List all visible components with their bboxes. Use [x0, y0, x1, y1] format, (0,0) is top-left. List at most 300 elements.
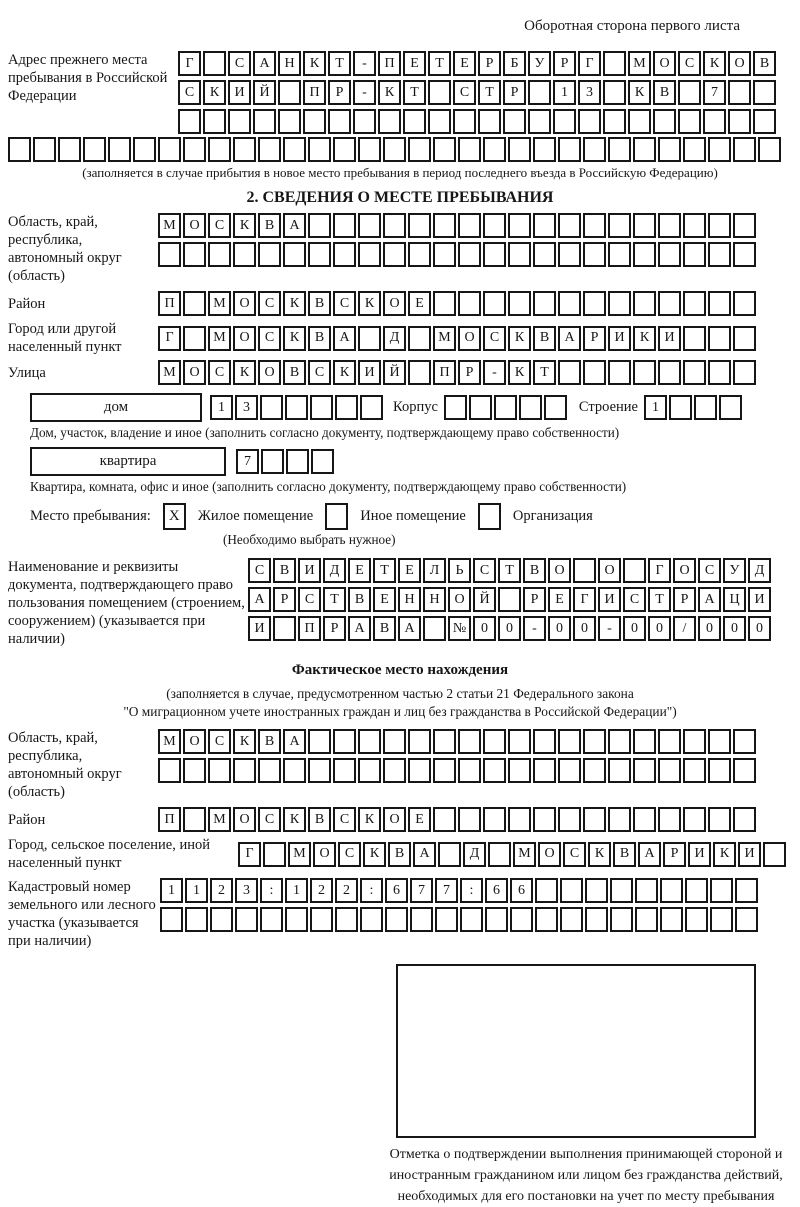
char-cell: [603, 51, 626, 76]
char-cell: [608, 729, 631, 754]
actual-district-label: Район: [8, 811, 46, 828]
char-cell: С: [333, 807, 356, 832]
char-cell: П: [303, 80, 326, 105]
char-cell: [358, 213, 381, 238]
char-cell: С: [563, 842, 586, 867]
char-cell: С: [678, 51, 701, 76]
char-cell: [528, 80, 551, 105]
char-cell: [753, 109, 776, 134]
char-cell: Г: [648, 558, 671, 583]
document-line-3: [248, 616, 771, 641]
char-cell: [433, 729, 456, 754]
checkbox-other-premises[interactable]: [325, 503, 348, 530]
char-cell: 0: [498, 616, 521, 641]
char-cell: [608, 291, 631, 316]
char-cell: [453, 109, 476, 134]
char-cell: А: [283, 213, 306, 238]
char-cell: А: [253, 51, 276, 76]
char-cell: 7: [236, 449, 259, 474]
char-cell: К: [628, 80, 651, 105]
char-cell: 1: [160, 878, 183, 903]
char-cell: [208, 242, 231, 267]
char-cell: [383, 758, 406, 783]
char-cell: В: [308, 326, 331, 351]
char-cell: [633, 137, 656, 162]
char-cell: К: [713, 842, 736, 867]
char-cell: К: [233, 360, 256, 385]
char-cell: О: [383, 807, 406, 832]
char-cell: [483, 758, 506, 783]
char-cell: 2: [310, 878, 333, 903]
actual-city-line: [238, 842, 786, 867]
char-cell: И: [358, 360, 381, 385]
char-cell: 1: [210, 395, 233, 420]
char-cell: К: [378, 80, 401, 105]
char-cell: И: [608, 326, 631, 351]
char-cell: [733, 807, 756, 832]
actual-region-label: Область, край, республика, автономный округ (область): [8, 730, 122, 800]
char-cell: [733, 326, 756, 351]
char-cell: [578, 109, 601, 134]
char-cell: [533, 242, 556, 267]
char-cell: [358, 729, 381, 754]
char-cell: [583, 729, 606, 754]
char-cell: [483, 807, 506, 832]
district-line: [158, 291, 756, 316]
prev-address-line-1: [178, 51, 776, 76]
actual-region-line-1: [158, 729, 756, 754]
char-cell: [358, 758, 381, 783]
char-cell: Т: [328, 51, 351, 76]
prev-address-note: (заполняется в случае прибытия в новое место пребывания в период последнего въезда в Российскую Федерацию): [82, 165, 718, 180]
char-cell: И: [298, 558, 321, 583]
char-cell: [303, 109, 326, 134]
char-cell: [553, 109, 576, 134]
actual-city-row: [8, 836, 792, 872]
house-type-box: дом: [30, 393, 202, 422]
char-cell: [488, 842, 511, 867]
char-cell: [583, 213, 606, 238]
char-cell: Ц: [723, 587, 746, 612]
korpus-cells: [444, 395, 567, 420]
char-cell: [508, 807, 531, 832]
actual-city-label: Город, сельское поселение, иной населенный пункт: [8, 837, 211, 871]
char-cell: [758, 137, 781, 162]
char-cell: [508, 729, 531, 754]
char-cell: Е: [453, 51, 476, 76]
char-cell: [508, 137, 531, 162]
char-cell: [183, 242, 206, 267]
char-cell: М: [158, 213, 181, 238]
char-cell: [533, 807, 556, 832]
char-cell: [733, 758, 756, 783]
char-cell: [558, 360, 581, 385]
confirmation-stamp-box: [396, 964, 756, 1138]
char-cell: [683, 213, 706, 238]
char-cell: Д: [463, 842, 486, 867]
char-cell: [660, 878, 683, 903]
char-cell: [633, 360, 656, 385]
confirmation-stamp-note: Отметка о подтверждении выполнения принимающей стороной и иностранным гражданином или лицом без гражданства действий, необходимых для его постановки на учет по месту пребывания: [389, 1147, 783, 1204]
char-cell: [335, 395, 358, 420]
char-cell: А: [333, 326, 356, 351]
char-cell: [403, 109, 426, 134]
char-cell: Б: [503, 51, 526, 76]
char-cell: [408, 360, 431, 385]
char-cell: [683, 326, 706, 351]
char-cell: К: [283, 807, 306, 832]
char-cell: [533, 213, 556, 238]
char-cell: [8, 137, 31, 162]
char-cell: Д: [323, 558, 346, 583]
char-cell: [333, 729, 356, 754]
char-cell: [308, 729, 331, 754]
char-cell: [261, 449, 284, 474]
char-cell: П: [298, 616, 321, 641]
stroenie-cells: [644, 395, 742, 420]
char-cell: [708, 137, 731, 162]
char-cell: П: [378, 51, 401, 76]
char-cell: П: [158, 807, 181, 832]
char-cell: [708, 291, 731, 316]
char-cell: 6: [510, 878, 533, 903]
char-cell: [658, 729, 681, 754]
prev-address-line-4: [8, 137, 792, 162]
char-cell: [728, 109, 751, 134]
char-cell: [635, 907, 658, 932]
char-cell: [719, 395, 742, 420]
char-cell: Й: [473, 587, 496, 612]
previous-address-block: [8, 51, 792, 181]
house-row: [30, 393, 792, 422]
char-cell: [438, 842, 461, 867]
char-cell: [408, 137, 431, 162]
char-cell: [308, 242, 331, 267]
char-cell: [633, 729, 656, 754]
char-cell: [733, 213, 756, 238]
document-label: Наименование и реквизиты документа, подтверждающего право пользования помещением (строением, сооружением) (указывается при наличии): [8, 559, 245, 647]
char-cell: К: [358, 807, 381, 832]
char-cell: А: [558, 326, 581, 351]
char-cell: [183, 291, 206, 316]
char-cell: [560, 907, 583, 932]
char-cell: К: [508, 360, 531, 385]
char-cell: [623, 558, 646, 583]
char-cell: [558, 291, 581, 316]
char-cell: Р: [673, 587, 696, 612]
char-cell: [678, 109, 701, 134]
char-cell: [533, 729, 556, 754]
char-cell: [433, 291, 456, 316]
char-cell: [358, 326, 381, 351]
char-cell: К: [233, 729, 256, 754]
char-cell: В: [653, 80, 676, 105]
char-cell: [733, 729, 756, 754]
char-cell: [733, 242, 756, 267]
cadastral-label: Кадастровый номер земельного или лесного участка (указывается при наличии): [8, 879, 156, 949]
char-cell: К: [203, 80, 226, 105]
char-cell: [573, 558, 596, 583]
page-side-note: Оборотная сторона первого листа: [524, 18, 740, 34]
char-cell: [633, 291, 656, 316]
char-cell: [158, 758, 181, 783]
char-cell: [428, 80, 451, 105]
prev-address-line-3: [178, 109, 776, 134]
char-cell: [258, 758, 281, 783]
char-cell: [703, 109, 726, 134]
street-label: Улица: [8, 364, 46, 381]
char-cell: [433, 242, 456, 267]
char-cell: Л: [423, 558, 446, 583]
city-line: [158, 326, 756, 351]
char-cell: О: [183, 360, 206, 385]
char-cell: [458, 758, 481, 783]
char-cell: 3: [578, 80, 601, 105]
apartment-type-box: квартира: [30, 447, 226, 476]
char-cell: [428, 109, 451, 134]
char-cell: [558, 729, 581, 754]
char-cell: [708, 758, 731, 783]
char-cell: [603, 80, 626, 105]
char-cell: [360, 907, 383, 932]
char-cell: Й: [383, 360, 406, 385]
char-cell: К: [703, 51, 726, 76]
char-cell: [328, 109, 351, 134]
char-cell: [423, 616, 446, 641]
char-cell: [558, 807, 581, 832]
char-cell: [160, 907, 183, 932]
char-cell: [278, 80, 301, 105]
char-cell: 1: [185, 878, 208, 903]
char-cell: О: [183, 213, 206, 238]
char-cell: С: [483, 326, 506, 351]
char-cell: [458, 213, 481, 238]
char-cell: Т: [498, 558, 521, 583]
char-cell: К: [633, 326, 656, 351]
char-cell: С: [298, 587, 321, 612]
char-cell: [228, 109, 251, 134]
char-cell: [533, 291, 556, 316]
char-cell: О: [448, 587, 471, 612]
char-cell: И: [738, 842, 761, 867]
char-cell: О: [598, 558, 621, 583]
char-cell: [358, 242, 381, 267]
char-cell: [669, 395, 692, 420]
char-cell: Т: [323, 587, 346, 612]
char-cell: С: [208, 360, 231, 385]
char-cell: [460, 907, 483, 932]
char-cell: Е: [398, 558, 421, 583]
char-cell: П: [433, 360, 456, 385]
char-cell: [478, 109, 501, 134]
char-cell: С: [453, 80, 476, 105]
char-cell: [608, 807, 631, 832]
char-cell: К: [333, 360, 356, 385]
char-cell: [358, 137, 381, 162]
char-cell: К: [283, 291, 306, 316]
apartment-number-cells: [236, 449, 334, 474]
char-cell: [203, 109, 226, 134]
char-cell: 0: [698, 616, 721, 641]
street-row: [8, 360, 792, 385]
char-cell: [710, 878, 733, 903]
house-number-cells: [210, 395, 383, 420]
char-cell: [383, 242, 406, 267]
char-cell: [408, 242, 431, 267]
char-cell: М: [513, 842, 536, 867]
char-cell: [508, 291, 531, 316]
char-cell: И: [688, 842, 711, 867]
char-cell: [458, 729, 481, 754]
char-cell: [310, 907, 333, 932]
char-cell: [383, 137, 406, 162]
char-cell: О: [233, 807, 256, 832]
char-cell: А: [638, 842, 661, 867]
char-cell: С: [473, 558, 496, 583]
char-cell: [658, 213, 681, 238]
char-cell: С: [178, 80, 201, 105]
char-cell: [283, 137, 306, 162]
char-cell: [483, 213, 506, 238]
char-cell: В: [258, 213, 281, 238]
char-cell: М: [628, 51, 651, 76]
char-cell: 7: [703, 80, 726, 105]
char-cell: [583, 291, 606, 316]
char-cell: В: [308, 807, 331, 832]
char-cell: [433, 758, 456, 783]
char-cell: К: [363, 842, 386, 867]
char-cell: С: [338, 842, 361, 867]
char-cell: М: [433, 326, 456, 351]
actual-location-subtitle-1: (заполняется в случае, предусмотренном частью 2 статьи 21 Федерального закона: [166, 686, 634, 701]
char-cell: [383, 213, 406, 238]
char-cell: [683, 729, 706, 754]
char-cell: Н: [278, 51, 301, 76]
char-cell: [733, 291, 756, 316]
char-cell: В: [753, 51, 776, 76]
char-cell: О: [233, 326, 256, 351]
char-cell: Т: [428, 51, 451, 76]
char-cell: [708, 326, 731, 351]
char-cell: [208, 137, 231, 162]
char-cell: Г: [573, 587, 596, 612]
char-cell: [263, 842, 286, 867]
char-cell: [408, 729, 431, 754]
char-cell: [285, 395, 308, 420]
char-cell: О: [313, 842, 336, 867]
char-cell: Р: [583, 326, 606, 351]
char-cell: С: [248, 558, 271, 583]
char-cell: [583, 137, 606, 162]
char-cell: Т: [373, 558, 396, 583]
char-cell: 0: [748, 616, 771, 641]
char-cell: [483, 291, 506, 316]
char-cell: [333, 758, 356, 783]
char-cell: Р: [553, 51, 576, 76]
char-cell: Е: [403, 51, 426, 76]
char-cell: [585, 907, 608, 932]
char-cell: В: [258, 729, 281, 754]
char-cell: [694, 395, 717, 420]
char-cell: Г: [238, 842, 261, 867]
char-cell: [458, 291, 481, 316]
char-cell: [683, 807, 706, 832]
char-cell: [83, 137, 106, 162]
cadastral-block: [8, 878, 792, 950]
char-cell: У: [528, 51, 551, 76]
char-cell: [483, 242, 506, 267]
char-cell: [233, 137, 256, 162]
char-cell: /: [673, 616, 696, 641]
char-cell: [498, 587, 521, 612]
char-cell: Д: [383, 326, 406, 351]
section2-title: 2. СВЕДЕНИЯ О МЕСТЕ ПРЕБЫВАНИЯ: [246, 189, 554, 206]
char-cell: [458, 137, 481, 162]
cadastral-line-2: [160, 907, 758, 932]
char-cell: [583, 360, 606, 385]
char-cell: 7: [435, 878, 458, 903]
char-cell: П: [158, 291, 181, 316]
document-block: [8, 558, 792, 648]
stroenie-label: Строение: [578, 399, 638, 415]
char-cell: [610, 878, 633, 903]
char-cell: М: [158, 360, 181, 385]
char-cell: -: [483, 360, 506, 385]
char-cell: К: [358, 291, 381, 316]
char-cell: [633, 807, 656, 832]
char-cell: И: [748, 587, 771, 612]
char-cell: [333, 137, 356, 162]
char-cell: [583, 807, 606, 832]
char-cell: [360, 395, 383, 420]
char-cell: 3: [235, 878, 258, 903]
stay-type-row: [30, 503, 792, 530]
char-cell: Т: [478, 80, 501, 105]
char-cell: [608, 137, 631, 162]
char-cell: [185, 907, 208, 932]
char-cell: [535, 907, 558, 932]
char-cell: [685, 907, 708, 932]
char-cell: О: [728, 51, 751, 76]
char-cell: Т: [403, 80, 426, 105]
char-cell: [708, 213, 731, 238]
region-block: [8, 213, 792, 285]
char-cell: [273, 616, 296, 641]
char-cell: [708, 729, 731, 754]
char-cell: [683, 360, 706, 385]
char-cell: :: [260, 878, 283, 903]
char-cell: Р: [323, 616, 346, 641]
char-cell: :: [360, 878, 383, 903]
char-cell: О: [673, 558, 696, 583]
char-cell: [208, 758, 231, 783]
char-cell: [286, 449, 309, 474]
char-cell: [408, 213, 431, 238]
char-cell: 2: [335, 878, 358, 903]
char-cell: А: [283, 729, 306, 754]
char-cell: -: [523, 616, 546, 641]
char-cell: В: [388, 842, 411, 867]
checkbox-residential-premises[interactable]: X: [163, 503, 186, 530]
char-cell: [633, 758, 656, 783]
char-cell: С: [258, 326, 281, 351]
char-cell: М: [208, 807, 231, 832]
char-cell: [603, 109, 626, 134]
char-cell: И: [228, 80, 251, 105]
checkbox-organization[interactable]: [478, 503, 501, 530]
char-cell: М: [158, 729, 181, 754]
char-cell: [435, 907, 458, 932]
